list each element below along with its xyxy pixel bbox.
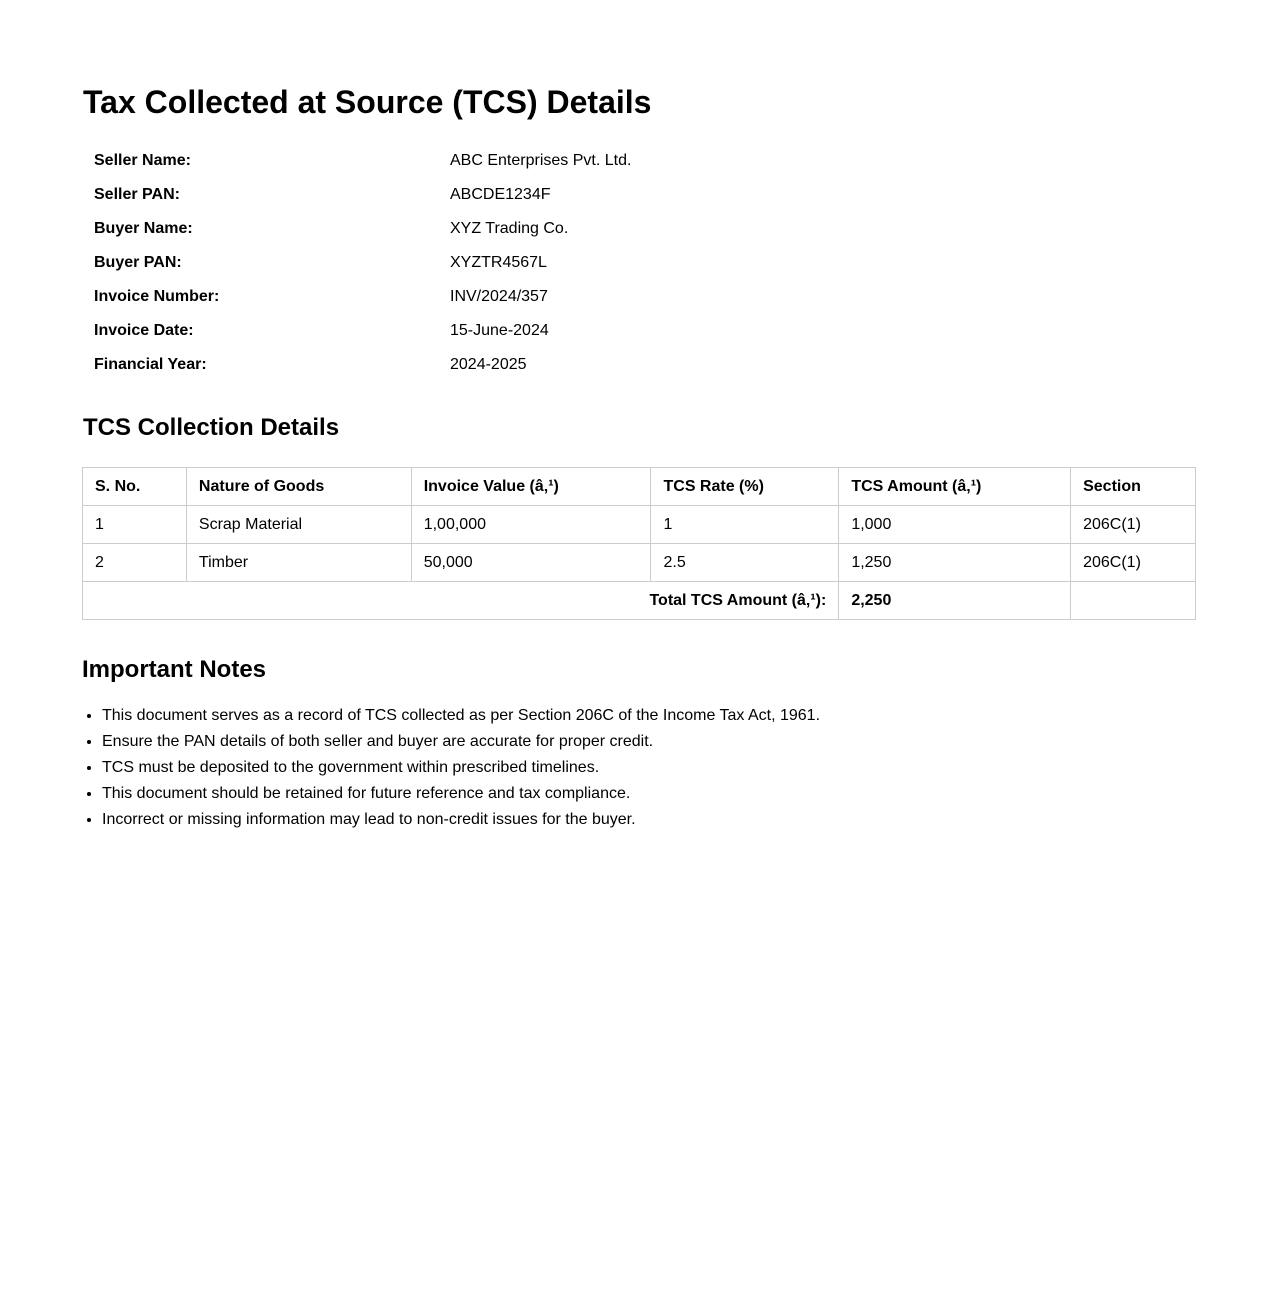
list-item: • This document serves as a record of TCS collected as per Section 206C of the Income Tax Act, 1961. bbox=[102, 703, 1202, 729]
table-cell: Timber bbox=[186, 544, 411, 582]
column-header-tcs-rate: TCS Rate (%) bbox=[651, 468, 839, 506]
column-header-section: Section bbox=[1071, 468, 1196, 506]
list-item: • This document should be retained for future reference and tax compliance. bbox=[102, 781, 1202, 807]
column-header-tcs-amount: TCS Amount (â‚¹) bbox=[839, 468, 1071, 506]
notes-heading: Important Notes bbox=[82, 656, 267, 683]
table-cell: 1 bbox=[651, 506, 839, 544]
page-title: Tax Collected at Source (TCS) Details bbox=[83, 84, 652, 120]
column-header-serial: S. No. bbox=[83, 468, 187, 506]
table-row bbox=[83, 544, 1196, 582]
table-cell: 1 bbox=[83, 506, 187, 544]
info-row-financial-year bbox=[94, 348, 794, 382]
info-value: INV/2024/357 bbox=[450, 288, 548, 305]
total-value: 2,250 bbox=[839, 582, 1071, 620]
total-row bbox=[83, 582, 1196, 620]
table-cell-empty bbox=[1071, 582, 1196, 620]
info-label: Invoice Number: bbox=[94, 288, 220, 305]
info-row-seller-name bbox=[94, 144, 794, 178]
table-header-row bbox=[83, 468, 1196, 506]
collection-heading: TCS Collection Details bbox=[83, 414, 340, 441]
info-label: Seller PAN: bbox=[94, 186, 180, 203]
info-value: XYZTR4567L bbox=[450, 254, 547, 271]
table-cell: 1,00,000 bbox=[411, 506, 651, 544]
table-cell: 206C(1) bbox=[1071, 544, 1196, 582]
table-cell: 2 bbox=[83, 544, 187, 582]
list-item: • Incorrect or missing information may lead to non-credit issues for the buyer. bbox=[102, 807, 1202, 833]
info-row-buyer-pan bbox=[94, 246, 794, 280]
info-row-buyer-name bbox=[94, 212, 794, 246]
table-cell: 1,000 bbox=[839, 506, 1071, 544]
info-row-invoice-number bbox=[94, 280, 794, 314]
info-row-invoice-date bbox=[94, 314, 794, 348]
info-value: 15-June-2024 bbox=[450, 322, 549, 339]
table-cell: 50,000 bbox=[411, 544, 651, 582]
info-label: Financial Year: bbox=[94, 356, 207, 373]
list-item: • Ensure the PAN details of both seller and buyer are accurate for proper credit. bbox=[102, 729, 1202, 755]
table-cell: 1,250 bbox=[839, 544, 1071, 582]
table-cell: 2.5 bbox=[651, 544, 839, 582]
info-value: 2024-2025 bbox=[450, 356, 527, 373]
info-label: Buyer Name: bbox=[94, 220, 193, 237]
party-details bbox=[94, 144, 794, 382]
column-header-goods: Nature of Goods bbox=[186, 468, 411, 506]
column-header-invoice-value: Invoice Value (â‚¹) bbox=[411, 468, 651, 506]
info-label: Buyer PAN: bbox=[94, 254, 182, 271]
info-label: Invoice Date: bbox=[94, 322, 194, 339]
info-value: ABCDE1234F bbox=[450, 186, 551, 203]
table-cell: 206C(1) bbox=[1071, 506, 1196, 544]
total-label: Total TCS Amount (â‚¹): bbox=[83, 582, 839, 620]
info-label: Seller Name: bbox=[94, 152, 191, 169]
table-cell: Scrap Material bbox=[186, 506, 411, 544]
info-value: XYZ Trading Co. bbox=[450, 220, 569, 237]
tcs-collection-table bbox=[82, 467, 1196, 620]
list-item: • TCS must be deposited to the government within prescribed timelines. bbox=[102, 755, 1202, 781]
info-value: ABC Enterprises Pvt. Ltd. bbox=[450, 152, 632, 169]
info-row-seller-pan bbox=[94, 178, 794, 212]
notes-list bbox=[82, 703, 1202, 833]
table-row bbox=[83, 506, 1196, 544]
